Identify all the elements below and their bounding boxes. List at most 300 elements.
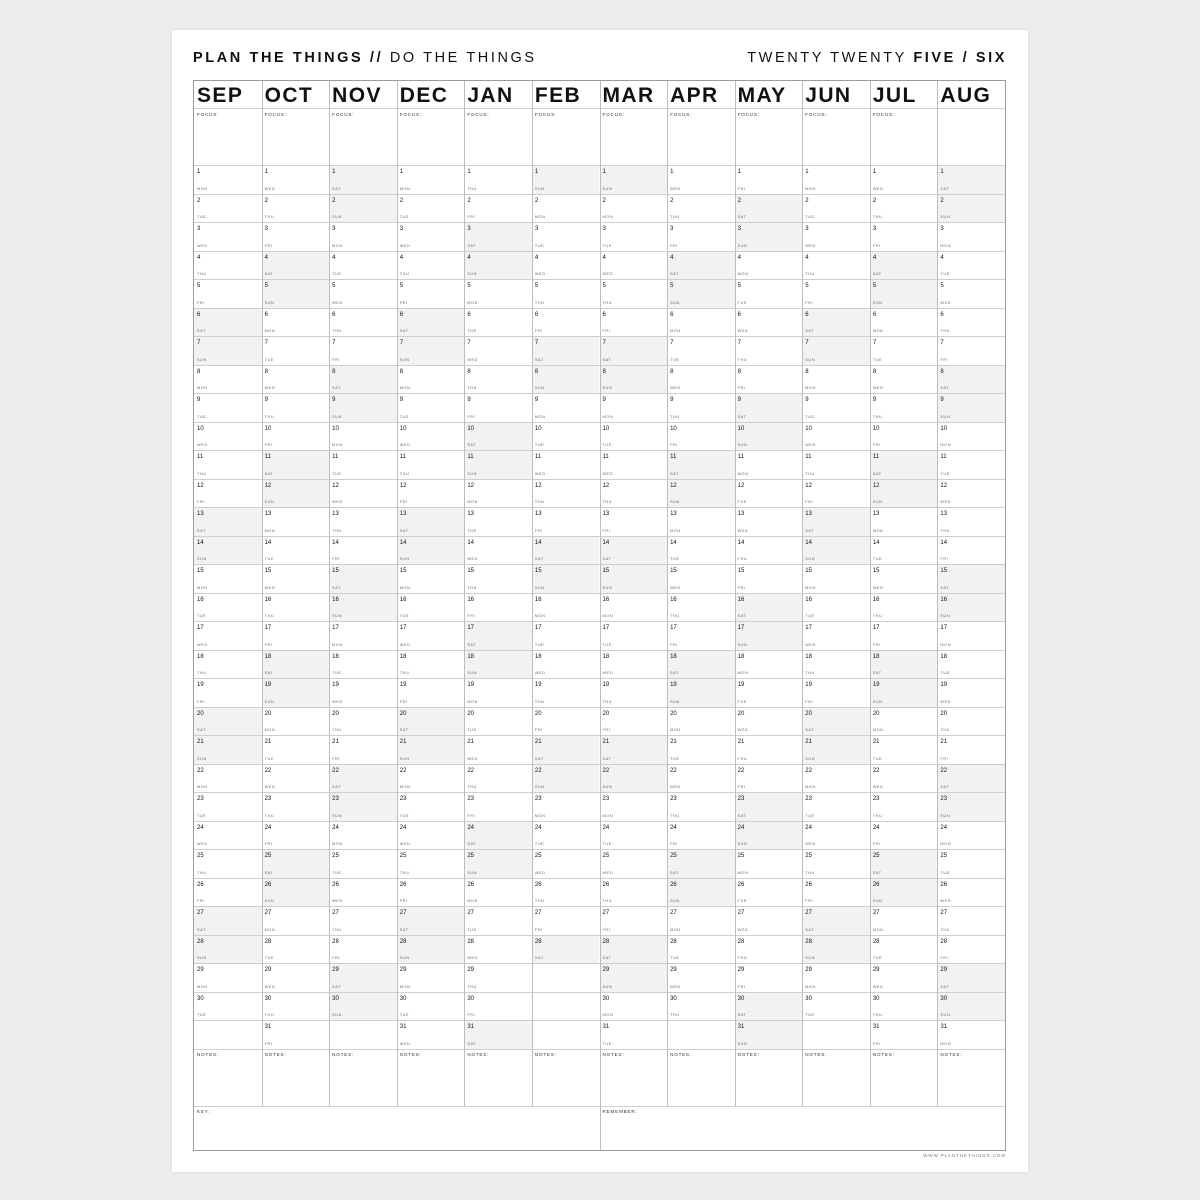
day-cell[interactable] bbox=[464, 1020, 532, 1049]
day-cell[interactable] bbox=[870, 279, 938, 308]
day-cell[interactable] bbox=[464, 963, 532, 992]
day-cell[interactable] bbox=[600, 393, 668, 422]
day-cell[interactable] bbox=[802, 621, 870, 650]
day-cell[interactable] bbox=[870, 992, 938, 1021]
day-cell[interactable] bbox=[870, 393, 938, 422]
day-cell[interactable] bbox=[667, 935, 735, 964]
day-cell[interactable] bbox=[532, 650, 600, 679]
day-cell[interactable] bbox=[532, 308, 600, 337]
day-cell[interactable] bbox=[802, 792, 870, 821]
day-cell[interactable] bbox=[937, 735, 1005, 764]
day-cell[interactable] bbox=[667, 678, 735, 707]
day-cell[interactable] bbox=[870, 564, 938, 593]
day-cell[interactable] bbox=[600, 165, 668, 194]
day-cell[interactable] bbox=[262, 279, 330, 308]
day-cell[interactable] bbox=[600, 621, 668, 650]
day-cell[interactable] bbox=[802, 992, 870, 1021]
day-cell[interactable] bbox=[600, 764, 668, 793]
day-cell[interactable] bbox=[464, 479, 532, 508]
day-cell[interactable] bbox=[600, 935, 668, 964]
day-cell[interactable] bbox=[735, 992, 803, 1021]
day-cell[interactable] bbox=[667, 479, 735, 508]
day-cell[interactable] bbox=[600, 735, 668, 764]
day-cell[interactable] bbox=[262, 251, 330, 280]
day-cell[interactable] bbox=[329, 279, 397, 308]
day-cell[interactable] bbox=[194, 650, 262, 679]
day-cell[interactable] bbox=[667, 393, 735, 422]
day-cell[interactable] bbox=[329, 792, 397, 821]
day-cell[interactable] bbox=[600, 963, 668, 992]
day-cell[interactable] bbox=[329, 479, 397, 508]
day-cell[interactable] bbox=[329, 450, 397, 479]
day-cell[interactable] bbox=[937, 165, 1005, 194]
day-cell[interactable] bbox=[329, 992, 397, 1021]
day-cell[interactable] bbox=[464, 707, 532, 736]
day-cell[interactable] bbox=[735, 821, 803, 850]
day-cell[interactable] bbox=[870, 507, 938, 536]
day-cell[interactable] bbox=[329, 935, 397, 964]
day-cell[interactable] bbox=[194, 279, 262, 308]
day-cell[interactable] bbox=[329, 963, 397, 992]
day-cell[interactable] bbox=[937, 906, 1005, 935]
day-cell[interactable] bbox=[329, 165, 397, 194]
day-cell[interactable] bbox=[329, 764, 397, 793]
day-cell[interactable] bbox=[532, 564, 600, 593]
day-cell[interactable] bbox=[870, 906, 938, 935]
day-cell[interactable] bbox=[329, 707, 397, 736]
day-cell[interactable] bbox=[600, 906, 668, 935]
day-cell[interactable] bbox=[464, 564, 532, 593]
day-cell[interactable] bbox=[262, 222, 330, 251]
day-cell[interactable] bbox=[802, 678, 870, 707]
day-cell[interactable] bbox=[194, 792, 262, 821]
day-cell[interactable] bbox=[194, 251, 262, 280]
day-cell[interactable] bbox=[397, 194, 465, 223]
day-cell[interactable] bbox=[532, 849, 600, 878]
day-cell[interactable] bbox=[667, 764, 735, 793]
day-cell[interactable] bbox=[397, 821, 465, 850]
day-cell[interactable] bbox=[397, 992, 465, 1021]
day-cell[interactable] bbox=[735, 194, 803, 223]
day-cell[interactable] bbox=[532, 479, 600, 508]
day-cell[interactable] bbox=[937, 564, 1005, 593]
day-cell[interactable] bbox=[735, 849, 803, 878]
day-cell[interactable] bbox=[802, 450, 870, 479]
day-cell[interactable] bbox=[464, 336, 532, 365]
day-cell[interactable] bbox=[532, 222, 600, 251]
day-cell[interactable] bbox=[532, 935, 600, 964]
day-cell[interactable] bbox=[735, 707, 803, 736]
day-cell[interactable] bbox=[600, 450, 668, 479]
day-cell[interactable] bbox=[397, 479, 465, 508]
day-cell[interactable] bbox=[464, 165, 532, 194]
day-cell[interactable] bbox=[464, 678, 532, 707]
day-cell[interactable] bbox=[262, 1020, 330, 1049]
day-cell[interactable] bbox=[464, 279, 532, 308]
day-cell[interactable] bbox=[870, 963, 938, 992]
day-cell[interactable] bbox=[937, 792, 1005, 821]
day-cell[interactable] bbox=[464, 251, 532, 280]
day-cell[interactable] bbox=[600, 365, 668, 394]
day-cell[interactable] bbox=[600, 507, 668, 536]
day-cell[interactable] bbox=[937, 821, 1005, 850]
day-cell[interactable] bbox=[937, 308, 1005, 337]
day-cell[interactable] bbox=[532, 450, 600, 479]
day-cell[interactable] bbox=[194, 422, 262, 451]
day-cell[interactable] bbox=[532, 792, 600, 821]
day-cell[interactable] bbox=[329, 393, 397, 422]
day-cell[interactable] bbox=[802, 365, 870, 394]
day-cell[interactable] bbox=[802, 507, 870, 536]
day-cell[interactable] bbox=[397, 621, 465, 650]
day-cell[interactable] bbox=[937, 992, 1005, 1021]
day-cell[interactable] bbox=[397, 1020, 465, 1049]
day-cell[interactable] bbox=[397, 365, 465, 394]
day-cell[interactable] bbox=[802, 593, 870, 622]
day-cell[interactable] bbox=[397, 792, 465, 821]
day-cell[interactable] bbox=[667, 222, 735, 251]
day-cell[interactable] bbox=[262, 650, 330, 679]
day-cell[interactable] bbox=[262, 878, 330, 907]
day-cell[interactable] bbox=[735, 1020, 803, 1049]
day-cell[interactable] bbox=[397, 336, 465, 365]
day-cell[interactable] bbox=[735, 279, 803, 308]
day-cell[interactable] bbox=[667, 251, 735, 280]
day-cell[interactable] bbox=[532, 365, 600, 394]
day-cell[interactable] bbox=[735, 621, 803, 650]
day-cell[interactable] bbox=[667, 365, 735, 394]
day-cell[interactable] bbox=[667, 849, 735, 878]
day-cell[interactable] bbox=[667, 279, 735, 308]
day-cell[interactable] bbox=[397, 422, 465, 451]
day-cell[interactable] bbox=[397, 279, 465, 308]
day-cell[interactable] bbox=[600, 792, 668, 821]
day-cell[interactable] bbox=[464, 593, 532, 622]
day-cell[interactable] bbox=[870, 536, 938, 565]
day-cell[interactable] bbox=[870, 365, 938, 394]
day-cell[interactable] bbox=[532, 707, 600, 736]
day-cell[interactable] bbox=[937, 621, 1005, 650]
day-cell[interactable] bbox=[937, 650, 1005, 679]
day-cell[interactable] bbox=[600, 536, 668, 565]
day-cell[interactable] bbox=[532, 251, 600, 280]
day-cell[interactable] bbox=[397, 536, 465, 565]
day-cell[interactable] bbox=[397, 450, 465, 479]
day-cell[interactable] bbox=[397, 963, 465, 992]
day-cell[interactable] bbox=[329, 564, 397, 593]
day-cell[interactable] bbox=[802, 422, 870, 451]
day-cell[interactable] bbox=[329, 365, 397, 394]
day-cell[interactable] bbox=[870, 764, 938, 793]
day-cell[interactable] bbox=[870, 450, 938, 479]
day-cell[interactable] bbox=[600, 194, 668, 223]
day-cell[interactable] bbox=[937, 1020, 1005, 1049]
day-cell[interactable] bbox=[667, 963, 735, 992]
day-cell[interactable] bbox=[600, 1020, 668, 1049]
day-cell[interactable] bbox=[735, 450, 803, 479]
day-cell[interactable] bbox=[262, 450, 330, 479]
day-cell[interactable] bbox=[600, 308, 668, 337]
day-cell[interactable] bbox=[464, 222, 532, 251]
day-cell[interactable] bbox=[262, 422, 330, 451]
day-cell[interactable] bbox=[194, 450, 262, 479]
day-cell[interactable] bbox=[937, 507, 1005, 536]
day-cell[interactable] bbox=[667, 194, 735, 223]
day-cell[interactable] bbox=[464, 849, 532, 878]
day-cell[interactable] bbox=[532, 393, 600, 422]
day-cell[interactable] bbox=[802, 536, 870, 565]
day-cell[interactable] bbox=[262, 963, 330, 992]
day-cell[interactable] bbox=[870, 194, 938, 223]
day-cell[interactable] bbox=[397, 564, 465, 593]
day-cell[interactable] bbox=[329, 593, 397, 622]
day-cell[interactable] bbox=[937, 707, 1005, 736]
day-cell[interactable] bbox=[262, 678, 330, 707]
day-cell[interactable] bbox=[735, 336, 803, 365]
day-cell[interactable] bbox=[937, 593, 1005, 622]
day-cell[interactable] bbox=[329, 906, 397, 935]
day-cell[interactable] bbox=[397, 906, 465, 935]
day-cell[interactable] bbox=[870, 308, 938, 337]
day-cell[interactable] bbox=[735, 393, 803, 422]
day-cell[interactable] bbox=[194, 764, 262, 793]
day-cell[interactable] bbox=[600, 821, 668, 850]
day-cell[interactable] bbox=[194, 707, 262, 736]
day-cell[interactable] bbox=[735, 251, 803, 280]
day-cell[interactable] bbox=[870, 707, 938, 736]
day-cell[interactable] bbox=[194, 935, 262, 964]
day-cell[interactable] bbox=[802, 849, 870, 878]
day-cell[interactable] bbox=[397, 308, 465, 337]
day-cell[interactable] bbox=[735, 422, 803, 451]
day-cell[interactable] bbox=[937, 194, 1005, 223]
day-cell[interactable] bbox=[194, 507, 262, 536]
day-cell[interactable] bbox=[802, 963, 870, 992]
day-cell[interactable] bbox=[262, 906, 330, 935]
day-cell[interactable] bbox=[397, 878, 465, 907]
day-cell[interactable] bbox=[802, 735, 870, 764]
day-cell[interactable] bbox=[735, 222, 803, 251]
day-cell[interactable] bbox=[464, 194, 532, 223]
day-cell[interactable] bbox=[802, 251, 870, 280]
day-cell[interactable] bbox=[532, 593, 600, 622]
day-cell[interactable] bbox=[397, 764, 465, 793]
day-cell[interactable] bbox=[870, 935, 938, 964]
day-cell[interactable] bbox=[464, 735, 532, 764]
day-cell[interactable] bbox=[735, 165, 803, 194]
day-cell[interactable] bbox=[802, 222, 870, 251]
day-cell[interactable] bbox=[802, 336, 870, 365]
day-cell[interactable] bbox=[870, 678, 938, 707]
day-cell[interactable] bbox=[667, 621, 735, 650]
day-cell[interactable] bbox=[870, 878, 938, 907]
day-cell[interactable] bbox=[937, 450, 1005, 479]
day-cell[interactable] bbox=[600, 336, 668, 365]
day-cell[interactable] bbox=[262, 735, 330, 764]
day-cell[interactable] bbox=[600, 593, 668, 622]
day-cell[interactable] bbox=[329, 849, 397, 878]
day-cell[interactable] bbox=[532, 165, 600, 194]
day-cell[interactable] bbox=[600, 650, 668, 679]
day-cell[interactable] bbox=[870, 422, 938, 451]
day-cell[interactable] bbox=[262, 935, 330, 964]
day-cell[interactable] bbox=[870, 1020, 938, 1049]
day-cell[interactable] bbox=[262, 165, 330, 194]
day-cell[interactable] bbox=[329, 336, 397, 365]
day-cell[interactable] bbox=[397, 735, 465, 764]
day-cell[interactable] bbox=[735, 678, 803, 707]
day-cell[interactable] bbox=[802, 165, 870, 194]
day-cell[interactable] bbox=[735, 735, 803, 764]
day-cell[interactable] bbox=[802, 707, 870, 736]
day-cell[interactable] bbox=[802, 564, 870, 593]
day-cell[interactable] bbox=[397, 650, 465, 679]
day-cell[interactable] bbox=[667, 792, 735, 821]
day-cell[interactable] bbox=[937, 963, 1005, 992]
day-cell[interactable] bbox=[532, 536, 600, 565]
day-cell[interactable] bbox=[870, 792, 938, 821]
day-cell[interactable] bbox=[532, 764, 600, 793]
day-cell[interactable] bbox=[600, 422, 668, 451]
day-cell[interactable] bbox=[735, 792, 803, 821]
day-cell[interactable] bbox=[194, 336, 262, 365]
day-cell[interactable] bbox=[464, 422, 532, 451]
day-cell[interactable] bbox=[802, 906, 870, 935]
day-cell[interactable] bbox=[397, 935, 465, 964]
day-cell[interactable] bbox=[464, 821, 532, 850]
day-cell[interactable] bbox=[262, 365, 330, 394]
day-cell[interactable] bbox=[735, 507, 803, 536]
day-cell[interactable] bbox=[735, 593, 803, 622]
day-cell[interactable] bbox=[735, 308, 803, 337]
day-cell[interactable] bbox=[464, 764, 532, 793]
day-cell[interactable] bbox=[870, 593, 938, 622]
day-cell[interactable] bbox=[870, 165, 938, 194]
day-cell[interactable] bbox=[464, 507, 532, 536]
day-cell[interactable] bbox=[397, 849, 465, 878]
day-cell[interactable] bbox=[937, 678, 1005, 707]
day-cell[interactable] bbox=[194, 621, 262, 650]
day-cell[interactable] bbox=[802, 279, 870, 308]
day-cell[interactable] bbox=[735, 906, 803, 935]
day-cell[interactable] bbox=[329, 536, 397, 565]
day-cell[interactable] bbox=[262, 621, 330, 650]
day-cell[interactable] bbox=[870, 222, 938, 251]
day-cell[interactable] bbox=[464, 878, 532, 907]
day-cell[interactable] bbox=[397, 593, 465, 622]
day-cell[interactable] bbox=[532, 821, 600, 850]
day-cell[interactable] bbox=[937, 365, 1005, 394]
day-cell[interactable] bbox=[735, 650, 803, 679]
day-cell[interactable] bbox=[464, 450, 532, 479]
day-cell[interactable] bbox=[667, 992, 735, 1021]
day-cell[interactable] bbox=[194, 536, 262, 565]
day-cell[interactable] bbox=[937, 222, 1005, 251]
day-cell[interactable] bbox=[870, 621, 938, 650]
day-cell[interactable] bbox=[329, 251, 397, 280]
day-cell[interactable] bbox=[397, 507, 465, 536]
day-cell[interactable] bbox=[194, 365, 262, 394]
day-cell[interactable] bbox=[600, 479, 668, 508]
day-cell[interactable] bbox=[532, 678, 600, 707]
day-cell[interactable] bbox=[667, 564, 735, 593]
day-cell[interactable] bbox=[397, 251, 465, 280]
day-cell[interactable] bbox=[194, 678, 262, 707]
day-cell[interactable] bbox=[667, 336, 735, 365]
day-cell[interactable] bbox=[464, 308, 532, 337]
day-cell[interactable] bbox=[262, 564, 330, 593]
day-cell[interactable] bbox=[262, 194, 330, 223]
day-cell[interactable] bbox=[667, 821, 735, 850]
day-cell[interactable] bbox=[870, 251, 938, 280]
day-cell[interactable] bbox=[600, 564, 668, 593]
day-cell[interactable] bbox=[667, 735, 735, 764]
day-cell[interactable] bbox=[262, 792, 330, 821]
day-cell[interactable] bbox=[329, 650, 397, 679]
day-cell[interactable] bbox=[329, 878, 397, 907]
day-cell[interactable] bbox=[194, 222, 262, 251]
day-cell[interactable] bbox=[194, 878, 262, 907]
day-cell[interactable] bbox=[600, 279, 668, 308]
day-cell[interactable] bbox=[194, 992, 262, 1021]
day-cell[interactable] bbox=[802, 821, 870, 850]
day-cell[interactable] bbox=[667, 507, 735, 536]
day-cell[interactable] bbox=[329, 194, 397, 223]
day-cell[interactable] bbox=[870, 650, 938, 679]
day-cell[interactable] bbox=[262, 707, 330, 736]
day-cell[interactable] bbox=[194, 194, 262, 223]
day-cell[interactable] bbox=[735, 536, 803, 565]
day-cell[interactable] bbox=[194, 849, 262, 878]
day-cell[interactable] bbox=[329, 222, 397, 251]
day-cell[interactable] bbox=[464, 621, 532, 650]
day-cell[interactable] bbox=[532, 735, 600, 764]
day-cell[interactable] bbox=[532, 194, 600, 223]
day-cell[interactable] bbox=[802, 878, 870, 907]
day-cell[interactable] bbox=[600, 878, 668, 907]
day-cell[interactable] bbox=[937, 279, 1005, 308]
day-cell[interactable] bbox=[329, 821, 397, 850]
day-cell[interactable] bbox=[600, 707, 668, 736]
day-cell[interactable] bbox=[667, 878, 735, 907]
day-cell[interactable] bbox=[667, 422, 735, 451]
day-cell[interactable] bbox=[464, 992, 532, 1021]
day-cell[interactable] bbox=[329, 422, 397, 451]
day-cell[interactable] bbox=[870, 735, 938, 764]
day-cell[interactable] bbox=[262, 336, 330, 365]
day-cell[interactable] bbox=[735, 365, 803, 394]
day-cell[interactable] bbox=[329, 507, 397, 536]
day-cell[interactable] bbox=[600, 992, 668, 1021]
day-cell[interactable] bbox=[937, 422, 1005, 451]
day-cell[interactable] bbox=[870, 479, 938, 508]
day-cell[interactable] bbox=[464, 906, 532, 935]
day-cell[interactable] bbox=[194, 735, 262, 764]
day-cell[interactable] bbox=[194, 479, 262, 508]
day-cell[interactable] bbox=[667, 650, 735, 679]
day-cell[interactable] bbox=[735, 564, 803, 593]
day-cell[interactable] bbox=[937, 393, 1005, 422]
day-cell[interactable] bbox=[735, 935, 803, 964]
day-cell[interactable] bbox=[464, 536, 532, 565]
day-cell[interactable] bbox=[937, 536, 1005, 565]
day-cell[interactable] bbox=[262, 849, 330, 878]
day-cell[interactable] bbox=[937, 764, 1005, 793]
day-cell[interactable] bbox=[667, 165, 735, 194]
day-cell[interactable] bbox=[802, 194, 870, 223]
day-cell[interactable] bbox=[397, 707, 465, 736]
day-cell[interactable] bbox=[329, 735, 397, 764]
